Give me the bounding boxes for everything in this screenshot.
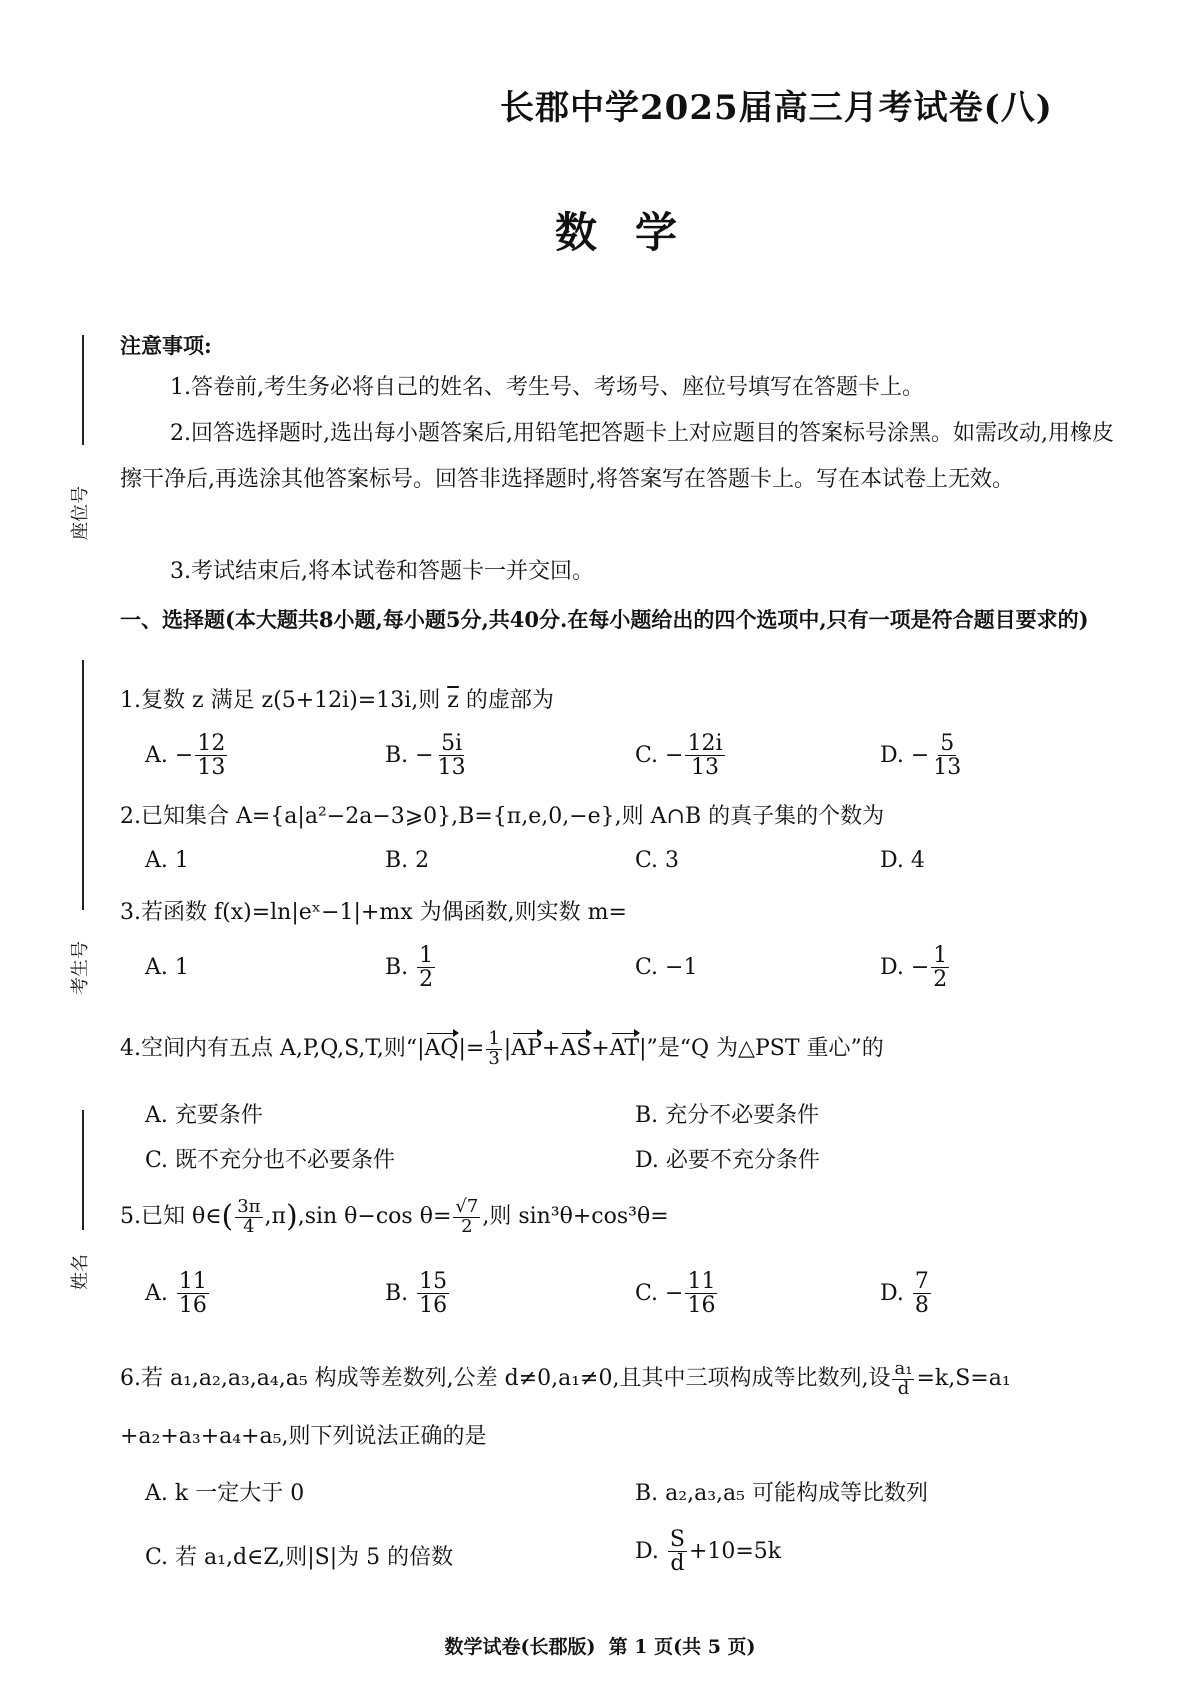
q3-option-b[interactable] (385, 944, 437, 991)
q4-plus: + (541, 1036, 561, 1062)
q5-option-b[interactable] (385, 1270, 451, 1317)
question-4-stem (120, 1030, 1130, 1069)
q1-stem-part: 1.复数 z 满足 z(5+12i)=13i,则 (120, 688, 448, 713)
q2-option-c[interactable]: C. 3 (635, 848, 680, 873)
option-fraction: $\frac{12}{13}$ (197, 731, 226, 781)
q4-option-b[interactable]: B. 充分不必要条件 (635, 1103, 820, 1128)
q4-option-a[interactable]: A. 充要条件 (145, 1103, 263, 1128)
notice-item-2: 2.回答选择题时,选出每小题答案后,用铅笔把答题卡上对应题目的答案标号涂黑。如需改动,用橡皮擦干净后,再选涂其他答案标号。回答非选择题时,将答案写在答题卡上。写在本试卷上无效。 (120, 421, 1114, 492)
vector-as: AS (560, 1032, 591, 1066)
q2-option-d[interactable]: D. 4 (880, 848, 925, 873)
q1-option-b[interactable] (385, 732, 470, 779)
q1-z-conjugate: $\overline{z}$ (447, 688, 459, 713)
option-fraction: $\frac{5i}{13}$ (437, 731, 466, 781)
option-fraction: $\frac{1}{2}$ (419, 943, 434, 993)
option-sign: − (665, 1281, 684, 1307)
vector-ap: AP (511, 1032, 542, 1066)
question-6-stem-line-2: +a₂+a₃+a₄+a₅,则下列说法正确的是 (120, 1424, 487, 1449)
q4-coefficient: $\frac{1}{3}$ (488, 1028, 500, 1069)
option-fraction: $\frac{7}{8}$ (914, 1269, 929, 1319)
q5-option-a[interactable] (145, 1270, 211, 1317)
notice-heading: 注意事项: (120, 333, 212, 358)
option-label: B. (385, 743, 409, 769)
subject-title: 数学 (555, 208, 716, 257)
q4-option-d[interactable]: D. 必要不充分条件 (635, 1148, 820, 1173)
q1-option-d[interactable] (880, 732, 965, 779)
option-label: C. (635, 743, 659, 769)
q5-interval-fraction: $\frac{3\pi}{4}$ (237, 1196, 261, 1237)
option-fraction: $\frac{S}{d}$ (669, 1527, 685, 1577)
seat-number-label: 座位号 (70, 486, 91, 540)
notice-item-3: 3.考试结束后,将本试卷和答题卡一并交回。 (170, 559, 594, 584)
q2-option-b[interactable]: B. 2 (385, 848, 430, 873)
option-sign: − (415, 743, 434, 769)
option-fraction: $\frac{15}{16}$ (419, 1269, 448, 1319)
q5-stem-part: ,sin θ−cos θ= (297, 1204, 452, 1230)
q1-option-c[interactable] (635, 732, 727, 779)
exam-number-label: 考生号 (70, 941, 91, 995)
question-3-stem: 3.若函数 f(x)=ln|eˣ−1|+mx 为偶函数,则实数 m= (120, 900, 627, 925)
q5-option-d[interactable] (880, 1270, 933, 1317)
vector-at: AT (610, 1032, 639, 1066)
q5-root-fraction: $\frac{√7}{2}$ (455, 1196, 479, 1237)
notice-item-1: 1.答卷前,考生务必将自己的姓名、考生号、考场号、座位号填写在答题卡上。 (170, 375, 924, 400)
option-fraction: $\frac{1}{2}$ (933, 943, 948, 993)
q4-stem-part: | (503, 1036, 512, 1062)
q4-option-c[interactable]: C. 既不充分也不必要条件 (145, 1148, 396, 1173)
option-fraction: $\frac{11}{16}$ (687, 1269, 716, 1319)
section-1-heading-text: 一、选择题(本大题共8小题,每小题5分,共40分.在每小题给出的四个选项中,只有一项是符合题目要求的) (120, 607, 1089, 632)
exam-title: 长郡中学2025届高三月考试卷(八) (500, 88, 1053, 128)
question-1-stem (120, 684, 1130, 718)
option-rest: +10=5k (688, 1539, 782, 1565)
option-label: C. (635, 1281, 659, 1307)
q3-option-a[interactable]: A. 1 (145, 955, 189, 980)
question-2-stem: 2.已知集合 A={a|a²−2a−3⩾0},B={π,e,0,−e},则 A∩B 的真子集的个数为 (120, 804, 885, 829)
page-footer: 数学试卷(长郡版) 第 1 页(共 5 页) (444, 1636, 756, 1658)
option-label: D. (880, 743, 904, 769)
q4-stem-part: 4.空间内有五点 A,P,Q,S,T,则“| (120, 1036, 425, 1062)
q4-stem-part: |”是“Q 为△PST 重心”的 (639, 1036, 884, 1062)
vector-aq: AQ (425, 1032, 459, 1066)
q5-paren-open: ( (221, 1199, 234, 1235)
binding-line-name (82, 1110, 84, 1230)
q6-stem-part: =k,S=a₁ (916, 1366, 1011, 1392)
q6-ratio-fraction: $\frac{\text{a₁}}{d}$ (894, 1358, 913, 1399)
q4-plus: + (591, 1036, 610, 1062)
question-6-stem-line-1 (120, 1360, 1130, 1399)
option-label: B. (385, 1281, 409, 1307)
option-sign: − (910, 743, 930, 769)
q5-stem-part: ,则 sin³θ+cos³θ= (482, 1204, 669, 1230)
q1-stem-part: 的虚部为 (458, 688, 554, 713)
q4-stem-part: |= (458, 1036, 485, 1062)
option-label: D. (880, 1281, 904, 1307)
option-fraction: $\frac{5}{13}$ (933, 731, 962, 781)
binding-line-exam-no (82, 660, 84, 910)
option-fraction: $\frac{12i}{13}$ (687, 731, 723, 781)
q5-interval-rest: ,π (264, 1204, 286, 1230)
q6-option-a[interactable]: A. k 一定大于 0 (145, 1481, 305, 1506)
option-label: B. (385, 955, 409, 981)
option-fraction: $\frac{11}{16}$ (178, 1269, 207, 1319)
q5-option-c[interactable] (635, 1270, 719, 1317)
q6-option-b[interactable]: B. a₂,a₃,a₅ 可能构成等比数列 (635, 1481, 928, 1506)
q2-option-a[interactable]: A. 1 (145, 848, 189, 873)
q1-option-a[interactable] (145, 732, 229, 779)
option-label: D. (635, 1539, 659, 1565)
q3-option-c[interactable]: C. −1 (635, 955, 698, 980)
option-label: A. (145, 743, 168, 769)
q5-stem-part: 5.已知 θ∈ (120, 1204, 222, 1230)
binding-line-seat (82, 335, 84, 445)
q3-option-d[interactable] (880, 944, 951, 991)
q6-option-d[interactable] (635, 1528, 781, 1575)
option-sign: − (174, 743, 194, 769)
option-sign: − (910, 955, 930, 981)
q6-option-c[interactable]: C. 若 a₁,d∈Z,则|S|为 5 的倍数 (145, 1545, 454, 1570)
option-label: A. (145, 1281, 168, 1307)
name-label: 姓名 (70, 1254, 91, 1290)
q5-paren-close: ) (285, 1199, 298, 1235)
option-label: D. (880, 955, 904, 981)
option-sign: − (665, 743, 684, 769)
section-1-heading (120, 598, 1130, 642)
q6-stem-part: 6.若 a₁,a₂,a₃,a₄,a₅ 构成等差数列,公差 d≠0,a₁≠0,且其中三项构成等比数列,设 (120, 1366, 891, 1392)
question-5-stem (120, 1198, 1130, 1237)
